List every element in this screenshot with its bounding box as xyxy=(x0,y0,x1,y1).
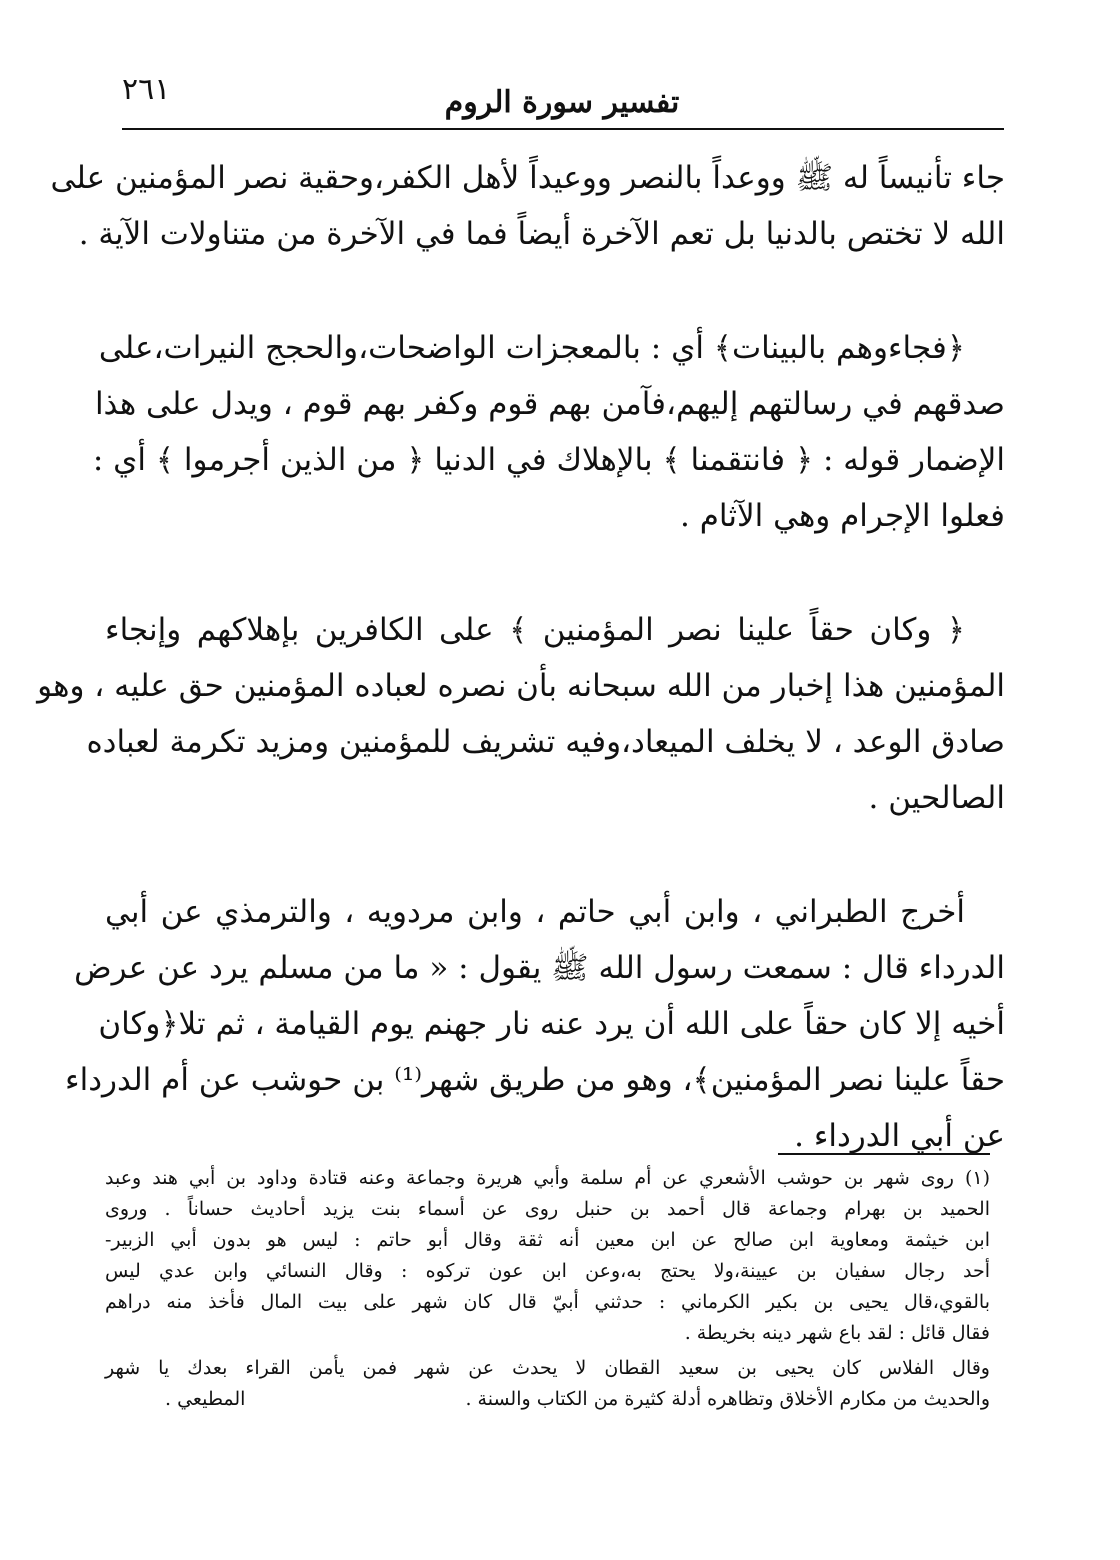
text-line: أخرج الطبراني ، وابن أبي حاتم ، وابن مردويه ، والترمذي عن أبي xyxy=(105,894,965,930)
text-line: الإضمار قوله : ﴿ فانتقمنا ﴾ بالإهلاك في الدنيا ﴿ من الذين أجرموا ﴾ أي : xyxy=(92,442,1005,478)
footnote-signature-row xyxy=(105,1384,990,1415)
footnote-rule xyxy=(778,1153,990,1155)
footnote-line: بالقوي،قال يحيى بن بكير الكرماني : حدثني أبيّ قال كان شهر على بيت المال فأخذ منه دراهم xyxy=(105,1291,990,1313)
page-number: ٢٦١ xyxy=(122,72,171,107)
header-rule xyxy=(122,128,1004,130)
body-text xyxy=(37,150,1005,1222)
text-line: عن أبي الدرداء . xyxy=(794,1118,1005,1154)
text-line: صدقهم في رسالتهم إليهم،فآمن بهم قوم وكفر بهم قوم ، ويدل على هذا xyxy=(94,386,1005,422)
footnote-line: ابن خيثمة ومعاوية ابن صالح عن ابن معين أنه ثقة وقال أبو حاتم : ليس هو بدون أبي الزبير- xyxy=(105,1229,990,1251)
running-title: تفسير سورة الروم xyxy=(444,85,680,120)
paragraph-4 xyxy=(65,884,1005,1164)
footnote-line: والحديث من مكارم الأخلاق وتظاهره أدلة كثيرة من الكتاب والسنة . xyxy=(465,1388,990,1410)
footnote-line: (١) روى شهر بن حوشب الأشعري عن أم سلمة وأبي هريرة وجماعة وعنه قتادة وداود بن أبي هند وعبد xyxy=(105,1167,990,1189)
text-line: المؤمنين هذا إخبار من الله سبحانه بأن نصره لعباده المؤمنين حق عليه ، وهو xyxy=(37,668,1005,704)
footnote-signature: المطيعي . xyxy=(165,1388,246,1410)
footnote-line: فقال قائل : لقد باع شهر دينه بخريطة . xyxy=(684,1322,990,1344)
footnote-line: الحميد بن بهرام وجماعة قال أحمد بن حنبل روى عن أسماء بنت يزيد أحاديث حساناً . وروى xyxy=(105,1198,990,1220)
text-line: أخيه إلا كان حقاً على الله أن يرد عنه نار جهنم يوم القيامة ، ثم تلا﴿وكان xyxy=(98,1006,1005,1042)
footnote-line: أحد رجال سفيان بن عيينة،ولا يحتج به،وعن ابن عون تركوه : وقال النسائي وابن عدي ليس xyxy=(105,1260,990,1282)
text-line: ﴿ وكان حقاً علينا نصر المؤمنين ﴾ على الكافرين بإهلاكهم وإنجاء xyxy=(105,612,965,648)
text-line: الصالحين . xyxy=(868,780,1005,816)
page-header xyxy=(122,70,1002,132)
text-line: حقاً علينا نصر المؤمنين﴾، وهو من طريق شهر⁽¹⁾ بن حوشب عن أم الدرداء xyxy=(65,1062,1005,1098)
paragraph-2 xyxy=(92,320,1005,544)
text-line: صادق الوعد ، لا يخلف الميعاد،وفيه تشريف للمؤمنين ومزيد تكرمة لعباده xyxy=(86,724,1005,760)
paragraph-1 xyxy=(50,150,1005,262)
footnotes xyxy=(105,1163,990,1415)
text-line: الله لا تختص بالدنيا بل تعم الآخرة أيضاً فما في الآخرة من متناولات الآية . xyxy=(78,216,1005,252)
footnote-line: وقال الفلاس كان يحيى بن سعيد القطان لا يحدث عن شهر فمن يأمن القراء بعدك يا شهر xyxy=(105,1357,990,1379)
text-line: جاء تأنيساً له ﷺ ووعداً بالنصر ووعيداً لأهل الكفر،وحقية نصر المؤمنين على xyxy=(50,160,1005,196)
paragraph-3 xyxy=(37,602,1005,826)
text-line: الدرداء قال : سمعت رسول الله ﷺ يقول : « ما من مسلم يرد عن عرض xyxy=(74,950,1005,986)
text-line: ﴿فجاءوهم بالبينات﴾ أي : بالمعجزات الواضحات،والحجج النيرات،على xyxy=(98,330,965,366)
text-line: فعلوا الإجرام وهي الآثام . xyxy=(679,498,1005,534)
